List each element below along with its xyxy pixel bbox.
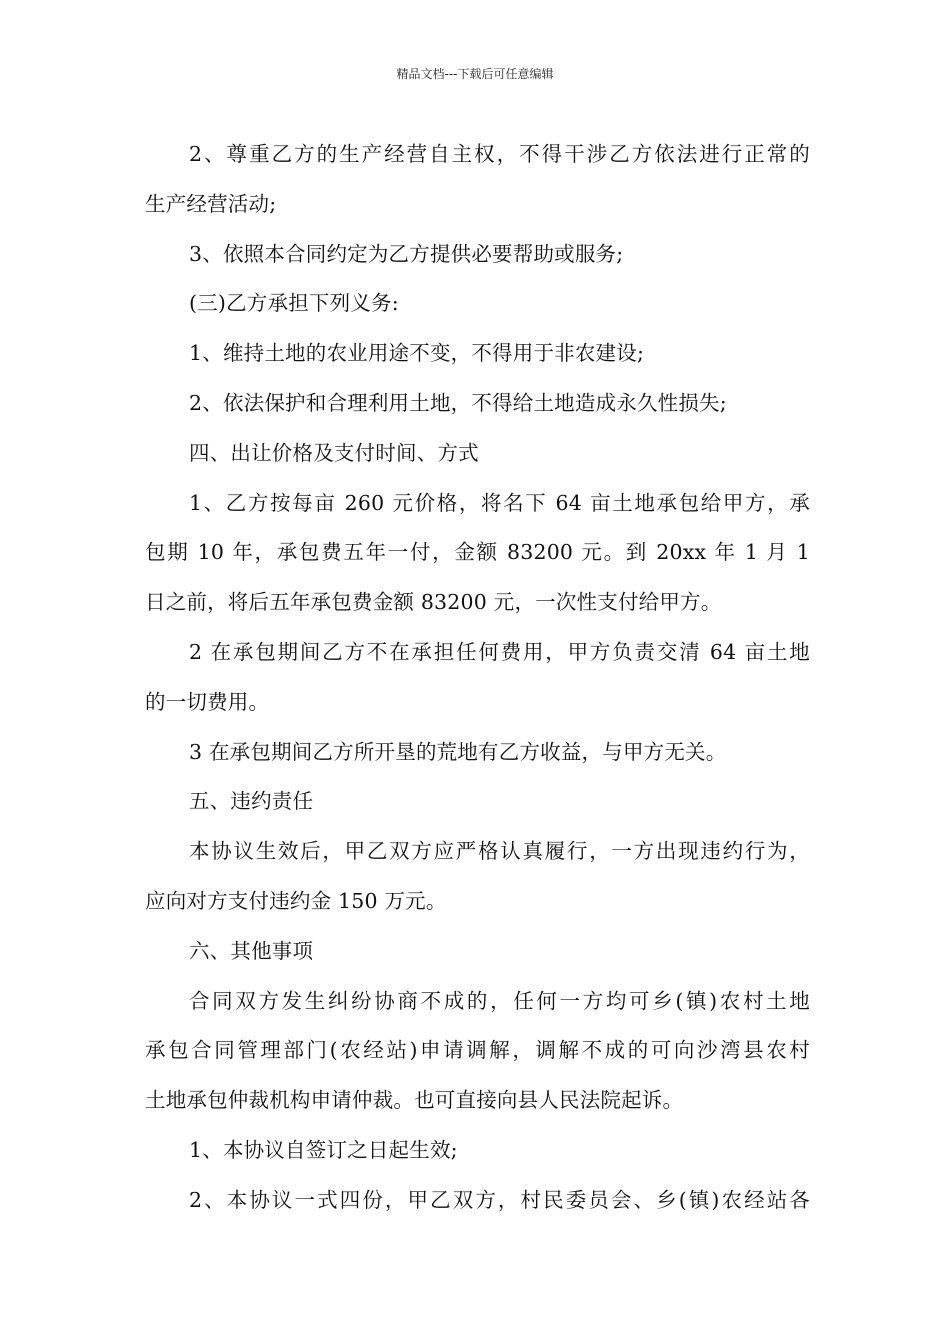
document-body [145, 130, 810, 1226]
text-line: 的一切费用。 [145, 689, 270, 714]
text-line: 本协议生效后，甲乙双方应严格认真履行，一方出现违约行为， [189, 839, 810, 864]
text-line: 日之前，将后五年承包费金额 83200 元，一次性支付给甲方。 [145, 590, 722, 615]
section-heading: 四、出让价格及支付时间、方式 [189, 440, 479, 465]
text-line: 包期 10 年，承包费五年一付，金额 83200 元。到 20xx 年 1 月 1 [145, 540, 810, 565]
text-line: 应向对方支付违约金 150 万元。 [145, 888, 447, 913]
text-line: 3、依照本合同约定为乙方提供必要帮助或服务; [189, 241, 624, 266]
text-line: 2、尊重乙方的生产经营自主权，不得干涉乙方依法进行正常的 [189, 142, 810, 166]
text-line: 1、乙方按每亩 260 元价格，将名下 64 亩土地承包给甲方，承 [189, 490, 810, 515]
page-header: 精品文档---下载后可任意编辑 [396, 67, 554, 81]
text-line: 承包合同管理部门(农经站)申请调解，调解不成的可向沙湾县农村 [145, 1038, 810, 1063]
text-line: 土地承包仲裁机构申请仲裁。也可直接向县人民法院起诉。 [145, 1088, 684, 1113]
text-line: 2 在承包期间乙方不在承担任何费用，甲方负责交清 64 亩土地 [189, 639, 810, 664]
text-line: 2、依法保护和合理利用土地，不得给土地造成永久性损失; [189, 390, 727, 415]
section-heading: 五、违约责任 [189, 789, 314, 814]
text-line: 3 在承包期间乙方所开垦的荒地有乙方收益，与甲方无关。 [189, 739, 727, 764]
text-line: 合同双方发生纠纷协商不成的，任何一方均可乡(镇)农村土地 [189, 988, 810, 1013]
section-heading: 六、其他事项 [189, 938, 314, 963]
text-line: 1、本协议自签订之日起生效; [189, 1137, 458, 1162]
text-line: 1、维持土地的农业用途不变，不得用于非农建设; [189, 341, 645, 366]
text-line: 生产经营活动; [145, 191, 277, 216]
text-line: 2、本协议一式四份，甲乙双方，村民委员会、乡(镇)农经站各 [189, 1187, 810, 1212]
section-heading: (三)乙方承担下列义务: [189, 291, 399, 316]
